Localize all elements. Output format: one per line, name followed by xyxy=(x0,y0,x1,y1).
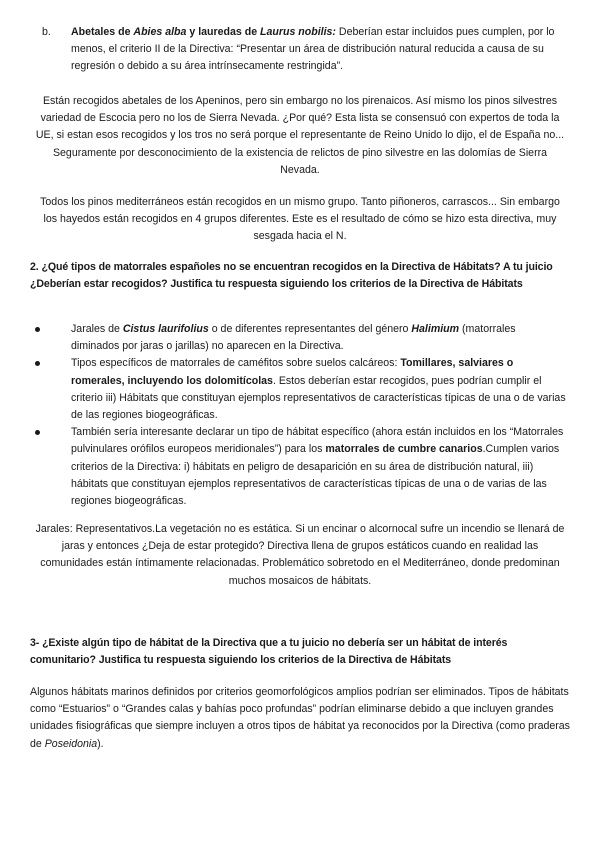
paragraph-marinos: Algunos hábitats marinos definidos por criterios geomorfológicos amplios podrían ser eliminados. Tipos de hábitats como “Estuarios” o “Grandes calas y bahías poco profundas” podrían eliminarse debido a que incluyen grandes unidades fisiográficas que siempre incluyen a otros tipos de hábitat ya reconocidos por la Directiva (como praderas de Poseidonia). xyxy=(30,686,570,750)
paragraph-abetales: Están recogidos abetales de los Apeninos, pero sin embargo no los pirenaicos. Así mismo los pinos silvestres variedad de Escocia pero no los de Sierra Nevada. ¿Por qué? Esta lista se consensuó con expertos de toda la UE, si estan esos recogidos y los tros no será porque el representante de Reino Unido lo dijo, el de España no... Seguramente por desconocimiento de la existencia de relictos de pino silvestre en las dolomías de Sierra Nevada. xyxy=(35,95,565,176)
bullet-icon xyxy=(35,430,40,435)
list-item-b xyxy=(42,24,562,76)
bold-text: matorrales de cumbre canarios xyxy=(325,443,483,456)
species-name: Laurus nobilis: xyxy=(260,26,336,38)
species-name: Cistus laurifolius xyxy=(122,323,209,335)
list-letter: b. xyxy=(42,26,51,38)
bold-text: Abetales de xyxy=(71,26,134,38)
list-item: También sería interesante declarar un tipo de hábitat específico (ahora están incluidos en los “Matorrales pulvinulares orófilos europeos meridionales”) para los matorrales de cumbre canarios.Cumplen varios criterios de la Directiva: i) hábitats en peligro de desaparición en su área de distribución natural, iii) hábitats que constituyan ejemplos representativos de características típicas de una o de varias de las regiones biogeográficas. xyxy=(34,424,566,510)
question-3-heading: 3- ¿Existe algún tipo de hábitat de la Directiva que a tu juicio no debería ser un hábitat de interés comunitario? Justifica tu respuesta siguiendo los criterios de la Directiva de Hábitats xyxy=(30,637,508,667)
species-name: Abies alba xyxy=(133,26,187,38)
body-text: Deberían estar incluidos pues cumplen, por lo menos, el criterio II de la Directiva: “Presentar un área de distribución natural reducida a causa de su regresión o debido a su área intrínsecamente restringida”. xyxy=(71,26,555,73)
bullet-icon xyxy=(35,361,40,366)
question-2-heading: 2. ¿Qué tipos de matorrales españoles no se encuentran recogidos en la Directiva de Hábitats? A tu juicio ¿Deberían estar recogidos? Justifica tu respuesta siguiendo los criterios de la Directiva de Hábitats xyxy=(30,261,553,291)
bullet-icon xyxy=(35,327,40,332)
paragraph-jarales: Jarales: Representativos.La vegetación no es estática. Si un encinar o alcornocal sufre un incendio se llenará de jaras y entonces ¿Deja de estar protegido? Directiva llena de grupos estáticos cuando en realidad las comunidades están íntimamente relacionadas. Problemático sobretodo en el Mediterráneo, donde predominan muchos mosaicos de hábitats. xyxy=(35,523,565,587)
list-item: Jarales de Cistus laurifolius o de diferentes representantes del género Halimium (matorrales diminados por jaras o jarillas) no aparecen en la Directiva. xyxy=(34,321,566,355)
bold-text: Tomillares, salviares o romerales, incluyendo los dolomitícolas xyxy=(71,357,514,387)
list-item: Tipos específicos de matorrales de caméfitos sobre suelos calcáreos: Tomillares, salviares o romerales, incluyendo los dolomitícolas. Estos deberían estar recogidos, pues podrían cumplir el criterio iii) Hábitats que constituyan ejemplos representativos de características típicas de una o de varias de las regiones biogeográficas. xyxy=(34,355,566,424)
list-item-text xyxy=(71,24,562,76)
genus-name: Halimium xyxy=(411,323,460,335)
bullet-list xyxy=(34,321,566,510)
paragraph-pinos: Todos los pinos mediterráneos están recogidos en un mismo grupo. Tanto piñoneros, carrascos... Sin embargo los hayedos están recogidos en 4 grupos diferentes. Este es el resultado de cómo se hizo esta directiva, muy sesgada hacia el N. xyxy=(40,196,560,243)
genus-name: Poseidonia xyxy=(44,737,98,750)
bold-text: y lauredas de xyxy=(186,26,261,38)
